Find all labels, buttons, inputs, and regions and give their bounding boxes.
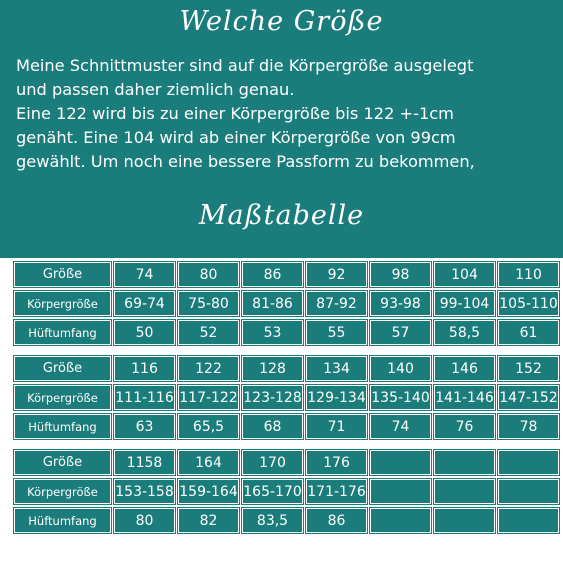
body-height-row	[14, 291, 556, 316]
table-cell	[498, 450, 559, 475]
table-cell: 58,5	[434, 320, 495, 345]
table-cell: 76	[434, 414, 495, 439]
table-cell: 50	[114, 320, 175, 345]
size-row	[14, 262, 556, 287]
table-cell: 69-74	[114, 291, 175, 316]
table-cell: 105-110	[498, 291, 559, 316]
table-cell: 110	[498, 262, 559, 287]
table-cell: 170	[242, 450, 303, 475]
table-cell	[498, 508, 559, 533]
size-table	[14, 262, 556, 544]
intro-text: Meine Schnittmuster sind auf die Körpergröße ausgelegt und passen daher ziemlich genau. Eine 122 wird bis zu einer Körpergröße bis 122 +-1cm genäht. Eine 104 wird ab einer Körpergröße von 99cm gewählt. Um noch eine bessere Passform zu bekommen,	[16, 56, 475, 171]
table-cell	[370, 508, 431, 533]
table-cell: 57	[370, 320, 431, 345]
table-cell: 65,5	[178, 414, 239, 439]
table-cell: 80	[114, 508, 175, 533]
table-cell: 87-92	[306, 291, 367, 316]
hip-row	[14, 508, 556, 533]
table-cell: 116	[114, 356, 175, 381]
table-cell: 93-98	[370, 291, 431, 316]
size-table-block	[14, 262, 556, 345]
table-cell: 82	[178, 508, 239, 533]
table-cell: 61	[498, 320, 559, 345]
table-cell: 111-116	[114, 385, 175, 410]
table-cell: 147-152	[498, 385, 559, 410]
table-cell: 78	[498, 414, 559, 439]
size-table-block	[14, 450, 556, 533]
table-cell: 53	[242, 320, 303, 345]
table-cell	[498, 479, 559, 504]
table-cell: 165-170	[242, 479, 303, 504]
table-cell: 98	[370, 262, 431, 287]
table-cell: 75-80	[178, 291, 239, 316]
table-cell: 63	[114, 414, 175, 439]
table-cell: 55	[306, 320, 367, 345]
size-row	[14, 450, 556, 475]
body-height-row	[14, 385, 556, 410]
hip-row	[14, 414, 556, 439]
table-cell: 99-104	[434, 291, 495, 316]
table-cell: 83,5	[242, 508, 303, 533]
table-cell: 134	[306, 356, 367, 381]
row-label-hip: Hüftumfang	[14, 320, 111, 345]
table-cell: 92	[306, 262, 367, 287]
row-label-size: Größe	[14, 450, 111, 475]
table-cell: 129-134	[306, 385, 367, 410]
table-cell	[370, 479, 431, 504]
table-cell: 176	[306, 450, 367, 475]
page-title: Welche Größe	[179, 6, 384, 37]
row-label-body-height: Körpergröße	[14, 291, 111, 316]
row-label-body-height: Körpergröße	[14, 385, 111, 410]
table-cell: 86	[306, 508, 367, 533]
table-cell	[434, 479, 495, 504]
table-cell: 52	[178, 320, 239, 345]
table-cell: 71	[306, 414, 367, 439]
table-cell	[370, 450, 431, 475]
size-table-block	[14, 356, 556, 439]
table-cell: 74	[370, 414, 431, 439]
table-cell	[434, 508, 495, 533]
table-cell: 122	[178, 356, 239, 381]
row-label-hip: Hüftumfang	[14, 414, 111, 439]
table-cell: 80	[178, 262, 239, 287]
table-cell: 74	[114, 262, 175, 287]
table-cell: 164	[178, 450, 239, 475]
body-height-row	[14, 479, 556, 504]
table-cell: 1158	[114, 450, 175, 475]
size-row	[14, 356, 556, 381]
table-cell: 152	[498, 356, 559, 381]
row-label-body-height: Körpergröße	[14, 479, 111, 504]
table-title: Maßtabelle	[198, 200, 365, 231]
header-banner	[0, 0, 563, 258]
table-cell: 140	[370, 356, 431, 381]
table-cell	[434, 450, 495, 475]
table-cell: 81-86	[242, 291, 303, 316]
table-cell: 86	[242, 262, 303, 287]
table-cell: 159-164	[178, 479, 239, 504]
table-cell: 123-128	[242, 385, 303, 410]
hip-row	[14, 320, 556, 345]
table-cell: 171-176	[306, 479, 367, 504]
table-cell: 146	[434, 356, 495, 381]
table-cell: 135-140	[370, 385, 431, 410]
table-cell: 141-146	[434, 385, 495, 410]
table-cell: 153-158	[114, 479, 175, 504]
row-label-size: Größe	[14, 262, 111, 287]
table-cell: 104	[434, 262, 495, 287]
table-cell: 68	[242, 414, 303, 439]
row-label-hip: Hüftumfang	[14, 508, 111, 533]
table-cell: 128	[242, 356, 303, 381]
row-label-size: Größe	[14, 356, 111, 381]
table-cell: 117-122	[178, 385, 239, 410]
